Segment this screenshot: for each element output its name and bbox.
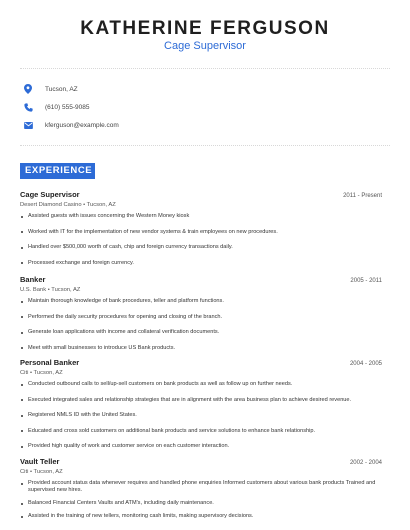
- duty-item: Performed the daily security procedures for opening and closing of the branch.: [20, 314, 382, 321]
- duty-item: Executed integrated sales and relationship strategies that are in alignment with the area business plan to achieve desired revenue.: [20, 397, 382, 404]
- phone-icon: [23, 102, 33, 112]
- duty-item: Assisted in the training of new tellers, monitoring cash limits, making supervisory decisions.: [20, 513, 382, 520]
- duty-list: [20, 480, 382, 520]
- duty-item: Maintain thorough knowledge of bank procedures, teller and platform functions.: [20, 298, 382, 305]
- job-entry: [20, 190, 382, 275]
- duty-item: Meet with small businesses to introduce US Bank products.: [20, 345, 382, 352]
- duty-item: Processed exchange and foreign currency.: [20, 260, 382, 267]
- date-range: 2005 - 2011: [350, 278, 382, 284]
- location-text: Tucson, AZ: [45, 85, 78, 93]
- position-title: Personal Banker: [20, 358, 80, 367]
- divider: [20, 68, 390, 69]
- company-location: Desert Diamond Casino • Tucson, AZ: [20, 202, 116, 208]
- company-location: Citi • Tucson, AZ: [20, 469, 63, 475]
- duty-item: Assisted guests with issues concerning the Western Money kiosk: [20, 213, 382, 220]
- candidate-name: KATHERINE FERGUSON: [80, 18, 330, 39]
- contact-location: [20, 82, 78, 96]
- phone-text: (610) 555-9085: [45, 103, 90, 111]
- position-title: Cage Supervisor: [20, 190, 80, 199]
- duty-item: Provided account status data whenever requires and handled phone enquiries Informed customers about various bank products Trained and supervised new hires.: [20, 480, 382, 494]
- map-pin-icon: [23, 84, 33, 94]
- contact-phone: [20, 100, 89, 114]
- duty-item: Balanced Financial Centers Vaults and ATM's, including daily maintenance.: [20, 500, 382, 507]
- company-location: U.S. Bank • Tucson, AZ: [20, 287, 81, 293]
- experience-heading: EXPERIENCE: [20, 163, 95, 179]
- company-location: Citi • Tucson, AZ: [20, 370, 63, 376]
- email-text: kferguson@example.com: [45, 121, 119, 129]
- duty-item: Provided high quality of work and customer service on each customer interaction.: [20, 443, 382, 450]
- duty-list: [20, 213, 382, 267]
- duty-item: Worked with IT for the implementation of new vendor systems & train employees on new procedures.: [20, 229, 382, 236]
- duty-item: Conducted outbound calls to sell/up-sell customers on bank products as well as follow up on further needs.: [20, 381, 382, 388]
- position-title: Banker: [20, 275, 46, 284]
- duty-list: [20, 298, 382, 352]
- duty-item: Educated and cross sold customers on additional bank products and service solutions to enhance bank relationship.: [20, 428, 382, 435]
- duty-item: Handled over $500,000 worth of cash, chip and foreign currency transactions daily.: [20, 244, 382, 251]
- duty-list: [20, 381, 382, 450]
- date-range: 2004 - 2005: [349, 361, 382, 367]
- date-range: 2002 - 2004: [349, 460, 382, 466]
- job-entry: [20, 358, 382, 459]
- job-title: Cage Supervisor: [164, 40, 246, 52]
- duty-item: Registered NMLS ID with the United States.: [20, 412, 382, 419]
- date-range: 2011 - Present: [343, 193, 382, 199]
- job-entry: [20, 275, 382, 360]
- duty-item: Generate loan applications with income and collateral verification documents.: [20, 329, 382, 336]
- contact-email: [20, 118, 119, 132]
- envelope-icon: [23, 120, 33, 130]
- job-entry: [20, 457, 382, 520]
- position-title: Vault Teller: [20, 457, 60, 466]
- divider: [20, 145, 390, 146]
